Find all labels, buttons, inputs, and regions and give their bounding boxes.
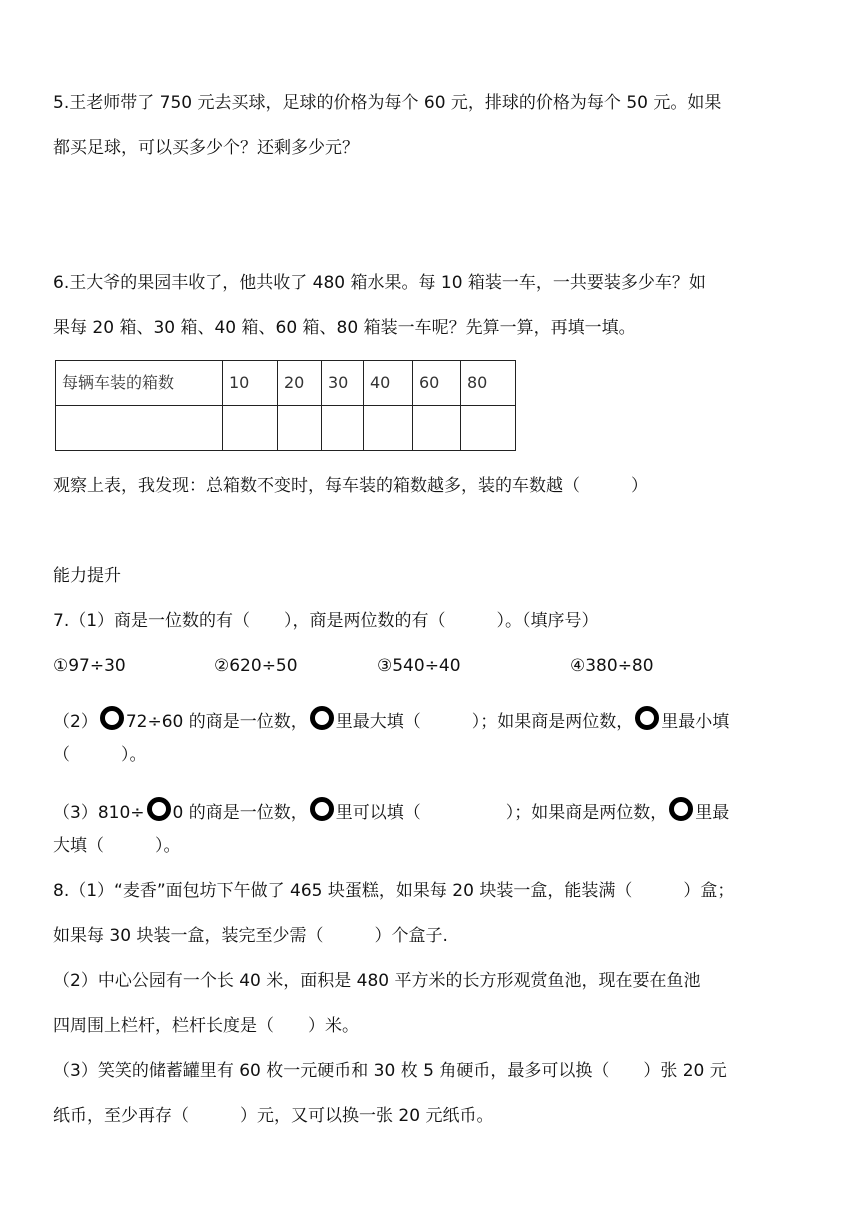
blank-circle-icon [310, 706, 334, 730]
q7-p3-text: 0 的商是一位数， [172, 803, 308, 823]
table-row [56, 361, 516, 406]
q7-option-1: ①97÷30 [53, 656, 126, 676]
q7-option-3: ③540÷40 [377, 656, 461, 676]
q7-part-3-line-1 [53, 797, 729, 822]
q7-option-4: ④380÷80 [570, 656, 654, 676]
table-cell: 20 [278, 361, 322, 406]
table-answer-cell [364, 406, 413, 451]
table-answer-cell [461, 406, 516, 451]
q8-part-2-line-2: 四周围上栏杆，栏杆长度是（ ）米。 [53, 1016, 359, 1036]
blank-circle-icon [310, 797, 334, 821]
q7-part-2-line-1 [53, 706, 729, 731]
q8-part-1-line-2: 如果每 30 块装一盒，装完至少需（ ）个盒子. [53, 926, 448, 946]
table-answer-cell [223, 406, 278, 451]
table-header-label: 每辆车装的箱数 [56, 361, 223, 406]
q5-line-2: 都买足球，可以买多少个？还剩多少元？ [53, 138, 359, 158]
q7-p3-prefix: （3）810÷ [53, 803, 145, 823]
boxes-per-truck-table [55, 360, 516, 451]
table-cell: 80 [461, 361, 516, 406]
table-cell: 40 [364, 361, 413, 406]
table-answer-cell [322, 406, 364, 451]
q7-part-2-line-2: （ ）。 [53, 745, 147, 765]
table-row [56, 406, 516, 451]
q7-part-3-line-2: 大填（ ）。 [53, 836, 181, 856]
q8-part-3-line-2: 纸币，至少再存（ ）元，又可以换一张 20 元纸币。 [53, 1106, 494, 1126]
q7-p2-text: 里最大填（ ）；如果商是两位数， [335, 712, 634, 732]
q7-option-2: ②620÷50 [214, 656, 298, 676]
table-answer-cell [413, 406, 461, 451]
q5-line-1: 5.王老师带了 750 元去买球，足球的价格为每个 60 元，排球的价格为每个 50 元。如果 [53, 93, 722, 113]
q6-line-1: 6.王大爷的果园丰收了，他共收了 480 箱水果。每 10 箱装一车，一共要装多少车？如 [53, 273, 706, 293]
q7-p3-text: 里最 [695, 803, 730, 823]
blank-circle-icon [669, 797, 693, 821]
q6-observe: 观察上表，我发现：总箱数不变时，每车装的箱数越多，装的车数越（ ） [53, 476, 648, 496]
table-cell: 10 [223, 361, 278, 406]
q7-p2-text: 72÷60 的商是一位数， [125, 712, 308, 732]
table-answer-cell [278, 406, 322, 451]
q7-p3-text: 里可以填（ ）；如果商是两位数， [335, 803, 668, 823]
q8-part-2-line-1: （2）中心公园有一个长 40 米，面积是 480 平方米的长方形观赏鱼池，现在要在鱼池 [53, 971, 701, 991]
q7-p2-text: 里最小填 [661, 712, 730, 732]
section-title: 能力提升 [53, 566, 121, 586]
q6-line-2: 果每 20 箱、30 箱、40 箱、60 箱、80 箱装一车呢？先算一算，再填一填。 [53, 318, 636, 338]
table-answer-cell [56, 406, 223, 451]
blank-circle-icon [100, 706, 124, 730]
table-cell: 60 [413, 361, 461, 406]
q7-p2-prefix: （2） [53, 712, 98, 732]
q8-part-3-line-1: （3）笑笑的储蓄罐里有 60 枚一元硬币和 30 枚 5 角硬币，最多可以换（ ）张 20 元 [53, 1061, 727, 1081]
blank-circle-icon [635, 706, 659, 730]
blank-circle-icon [147, 797, 171, 821]
q8-part-1-line-1: 8.（1）“麦香”面包坊下午做了 465 块蛋糕，如果每 20 块装一盒，能装满（ ）盒； [53, 881, 735, 901]
table-cell: 30 [322, 361, 364, 406]
q7-part-1: 7.（1）商是一位数的有（ ），商是两位数的有（ ）。（填序号） [53, 611, 599, 631]
